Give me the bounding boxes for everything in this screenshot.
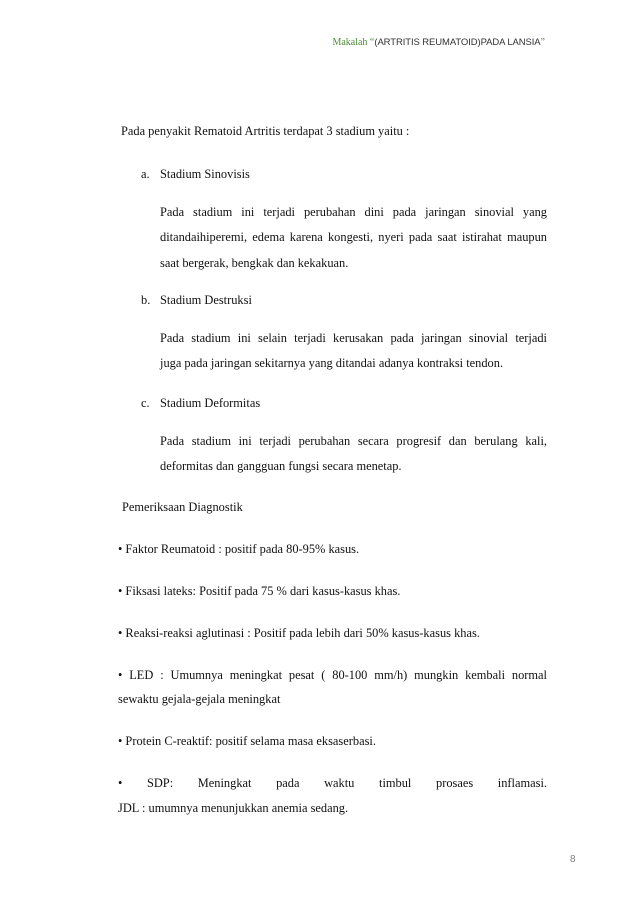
stage-a-text-line: saat bergerak, bengkak dan kekakuan.: [160, 256, 349, 270]
running-header: [332, 37, 545, 48]
stage-b-text-line: juga pada jaringan sekitarnya yang ditandai adanya kontraksi tendon.: [160, 356, 504, 370]
page-number: 8: [570, 854, 576, 865]
stage-b-marker: b.: [141, 293, 151, 307]
diagnostic-bullet: • Reaksi-reaksi aglutinasi : Positif pada lebih dari 50% kasus-kasus khas.: [118, 626, 480, 640]
stage-a-title: Stadium Sinovisis: [160, 167, 250, 181]
diagnostic-bullet: • LED : Umumnya meningkat pesat ( 80-100 mm/h) mungkin kembali normal: [118, 668, 547, 682]
stage-c-text-line: Pada stadium ini terjadi perubahan secara progresif dan berulang kali,: [160, 434, 547, 448]
header-title: (ARTRITIS REUMATOID)PADA LANSIA: [374, 37, 541, 48]
stage-a-marker: a.: [141, 167, 150, 181]
stage-a-text-line: Pada stadium ini terjadi perubahan dini pada jaringan sinovial yang: [160, 205, 547, 219]
stage-b-text-line: Pada stadium ini selain terjadi kerusakan pada jaringan sinovial terjadi: [160, 331, 547, 345]
diagnostic-bullet: • SDP: Meningkat pada waktu timbul prosaes inflamasi.: [118, 776, 547, 790]
diagnostic-bullet-continuation: JDL : umumnya menunjukkan anemia sedang.: [118, 801, 349, 815]
diagnostic-heading: Pemeriksaan Diagnostik: [122, 500, 243, 514]
stage-c-marker: c.: [141, 396, 150, 410]
header-prefix: Makalah “: [332, 37, 375, 48]
diagnostic-bullet-continuation: sewaktu gejala-gejala meningkat: [118, 692, 281, 706]
stage-a-text-line: ditandaihiperemi, edema karena kongesti, nyeri pada saat istirahat maupun: [160, 230, 547, 244]
stage-c-title: Stadium Deformitas: [160, 396, 261, 410]
intro-paragraph: Pada penyakit Rematoid Artritis terdapat 3 stadium yaitu :: [121, 124, 410, 138]
stage-c-text-line: deformitas dan gangguan fungsi secara menetap.: [160, 459, 402, 473]
stage-b-title: Stadium Destruksi: [160, 293, 252, 307]
diagnostic-bullet: • Faktor Reumatoid : positif pada 80-95% kasus.: [118, 542, 360, 556]
diagnostic-bullet: • Fiksasi lateks: Positif pada 75 % dari kasus-kasus khas.: [118, 584, 401, 598]
header-suffix: ”: [540, 37, 545, 48]
diagnostic-bullet: • Protein C-reaktif: positif selama masa eksaserbasi.: [118, 734, 376, 748]
